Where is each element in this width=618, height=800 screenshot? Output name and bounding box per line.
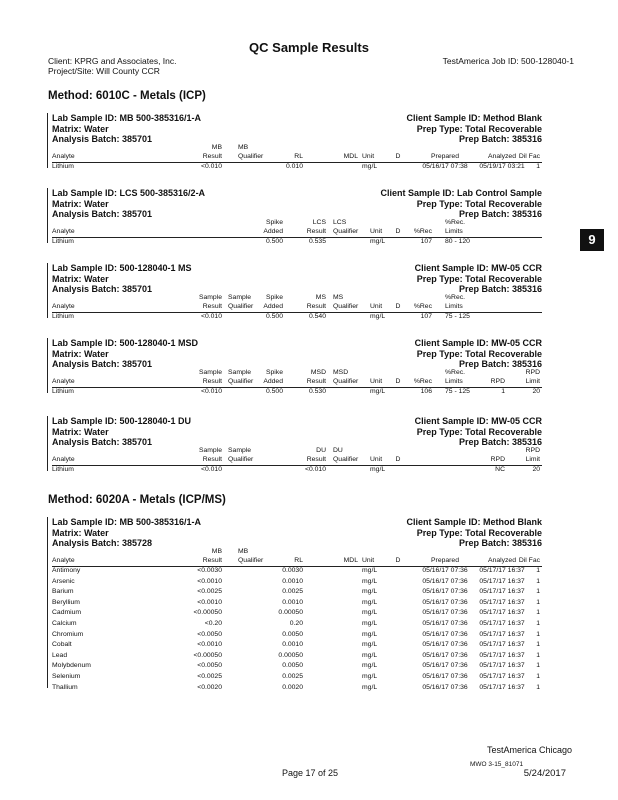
column-header: Unit	[370, 303, 383, 310]
table-cell: 0.535	[308, 238, 326, 245]
table-cell: mg/L	[362, 630, 378, 638]
table-cell: 05/16/17 07:36	[422, 683, 468, 691]
column-header-top: MB	[211, 548, 222, 555]
table-cell: mg/L	[362, 651, 378, 659]
sample-info-line: Analysis Batch: 385728	[52, 538, 153, 548]
table-cell: 0.0025	[282, 673, 303, 680]
table-cell: 05/17/17 16:37	[479, 662, 525, 670]
sample-info-line: Client Sample ID: Method Blank	[406, 113, 542, 123]
column-header-top: %Rec.	[445, 294, 466, 301]
table-cell: 1	[536, 598, 540, 606]
column-header: Qualifier	[228, 378, 254, 385]
column-header: Analyzed	[488, 153, 516, 160]
table-cell: mg/L	[362, 673, 378, 680]
column-header: D	[395, 228, 401, 235]
project-site: Project/Site: Will County CCR	[48, 66, 160, 76]
sample-info-line: Analysis Batch: 385701	[52, 437, 153, 447]
column-header-top: Spike	[265, 369, 283, 376]
column-header-top: LCS	[333, 219, 347, 226]
sample-info-left	[52, 113, 201, 145]
sample-info-line: Prep Batch: 385316	[458, 209, 542, 219]
table-cell: 05/16/17 07:36	[422, 620, 468, 627]
sample-info-line: Lab Sample ID: 500-128040-1 MSD	[52, 338, 199, 348]
table-cell: mg/L	[370, 313, 386, 320]
column-header: Result	[202, 557, 222, 564]
sample-info-line: Prep Batch: 385316	[458, 284, 542, 294]
sample-info-line: Prep Type: Total Recoverable	[416, 198, 542, 209]
table-cell: 0.0020	[282, 683, 303, 691]
column-header: %Rec	[413, 228, 432, 235]
column-header: Limits	[445, 378, 463, 385]
table-cell: <0.20	[204, 620, 222, 627]
sample-info-line: Lab Sample ID: 500-128040-1 DU	[52, 416, 192, 426]
sample-info-line: Client Sample ID: MW-05 CCR	[414, 338, 542, 348]
column-header: Analyte	[52, 456, 75, 463]
column-header: Qualifier	[228, 456, 254, 463]
column-header-top: DU	[333, 447, 343, 454]
column-header: %Rec	[413, 303, 432, 310]
table-cell: 1	[536, 588, 540, 596]
sample-info-line: Analysis Batch: 385701	[52, 209, 153, 219]
analyte-name: Chromium	[52, 630, 84, 638]
column-header-top: MSD	[310, 369, 326, 376]
table-cell: <0.0010	[197, 641, 222, 649]
table-cell: 0.540	[308, 313, 326, 320]
sample-info-line: Prep Batch: 385316	[458, 437, 542, 447]
table-cell: 0.0010	[282, 598, 303, 606]
table-cell: NC	[495, 466, 505, 473]
sample-info-line: Analysis Batch: 385701	[52, 134, 153, 144]
table-cell: mg/L	[362, 641, 378, 649]
section-bracket	[47, 113, 48, 168]
table-cell: 107	[420, 313, 432, 320]
sample-info-line: Analysis Batch: 385701	[52, 359, 153, 369]
table-cell: <0.0050	[197, 630, 222, 638]
analyte-name: Antimony	[52, 567, 81, 574]
analyte-name: Beryllium	[52, 598, 80, 606]
analyte-name: Barium	[52, 588, 74, 596]
column-header: Limit	[525, 456, 540, 463]
column-header: RL	[294, 153, 303, 160]
sample-info-line: Lab Sample ID: 500-128040-1 MS	[52, 263, 192, 273]
column-header: D	[395, 378, 401, 385]
section-bracket	[47, 338, 48, 393]
analyte-name: Thallium	[52, 683, 78, 691]
table-cell: 0.0025	[282, 588, 303, 596]
sample-info-line: Prep Type: Total Recoverable	[416, 348, 542, 359]
column-header: Qualifier	[333, 228, 359, 235]
column-header-top: %Rec.	[445, 369, 466, 376]
column-header-top: RPD	[525, 447, 540, 454]
column-header: MDL	[343, 557, 358, 564]
sample-info-left	[52, 517, 201, 549]
analyte-name: Molybdenum	[52, 662, 91, 670]
sample-info-line: Matrix: Water	[52, 273, 109, 284]
table-cell: 05/17/17 16:37	[479, 598, 525, 606]
table-cell: 05/16/17 07:36	[422, 567, 468, 574]
column-header: Dil Fac	[518, 153, 540, 160]
table-cell: 0.500	[265, 388, 283, 395]
column-header-top: Sample	[228, 369, 252, 376]
sample-info-line: Prep Batch: 385316	[458, 359, 542, 369]
column-header: Limits	[445, 228, 463, 235]
table-cell: mg/L	[370, 238, 386, 245]
column-header: D	[395, 456, 401, 463]
table-cell: 0.0030	[282, 567, 303, 574]
footer-lab: TestAmerica Chicago	[486, 745, 572, 755]
column-header: Prepared	[431, 557, 459, 564]
table-cell: 05/16/17 07:36	[422, 577, 468, 585]
column-header: RPD	[490, 378, 505, 385]
table-cell: 1	[536, 651, 540, 659]
table-cell: <0.0020	[197, 683, 222, 691]
table-cell: mg/L	[362, 609, 378, 617]
client-name: Client: KPRG and Associates, Inc.	[48, 56, 177, 66]
sample-info-line: Matrix: Water	[52, 527, 109, 538]
table-cell: 0.00050	[278, 651, 303, 659]
column-header: Analyte	[52, 228, 75, 235]
table-cell: 05/16/17 07:36	[422, 673, 468, 680]
table-cell: <0.00050	[193, 651, 222, 659]
table-cell: <0.010	[201, 313, 222, 320]
column-header: Analyte	[52, 378, 75, 385]
column-header-top: Sample	[198, 369, 222, 376]
sample-info-line: Prep Batch: 385316	[458, 134, 542, 144]
column-header-top: Sample	[228, 294, 252, 301]
column-header: Qualifier	[228, 303, 254, 310]
column-header-top: Sample	[198, 447, 222, 454]
table-cell: 106	[420, 388, 432, 395]
analyte-name: Arsenic	[52, 577, 75, 585]
column-header: Analyte	[52, 557, 75, 564]
analyte-name: Lithium	[52, 388, 74, 395]
column-header: Added	[263, 378, 283, 385]
table-cell: mg/L	[362, 567, 378, 574]
column-header: RPD	[490, 456, 505, 463]
table-cell: 05/17/17 16:37	[479, 567, 525, 574]
table-cell: mg/L	[362, 683, 378, 691]
sample-info-line: Matrix: Water	[52, 123, 109, 134]
analyte-name: Lithium	[52, 238, 74, 245]
table-cell: 1	[536, 683, 540, 691]
sample-info-line: Prep Type: Total Recoverable	[416, 426, 542, 437]
sample-info-line: Lab Sample ID: LCS 500-385316/2-A	[52, 188, 206, 198]
table-cell: 20	[532, 466, 540, 473]
table-cell: 05/17/17 16:37	[479, 641, 525, 649]
column-header: Qualifier	[238, 153, 264, 160]
table-cell: 0.500	[265, 313, 283, 320]
method-heading-6020a: Method: 6020A - Metals (ICP/MS)	[48, 494, 226, 506]
column-header: Qualifier	[333, 378, 359, 385]
column-header: Added	[263, 303, 283, 310]
column-header-top: MB	[238, 548, 249, 555]
table-cell: 75 - 125	[445, 313, 470, 320]
table-cell: 05/16/17 07:36	[422, 588, 468, 596]
sample-info-line: Matrix: Water	[52, 348, 109, 359]
table-cell: 05/17/17 16:37	[479, 630, 525, 638]
column-header: Qualifier	[333, 303, 359, 310]
column-header-top: MB	[238, 144, 249, 151]
column-header-top: MS	[333, 294, 344, 301]
sample-info-left	[52, 263, 192, 295]
table-cell: mg/L	[370, 466, 386, 473]
table-cell: mg/L	[370, 388, 386, 395]
table-cell: <0.0010	[197, 577, 222, 585]
table-cell: 1	[536, 641, 540, 649]
table-cell: 0.0010	[282, 577, 303, 585]
table-cell: mg/L	[362, 620, 378, 627]
column-header: Dil Fac	[518, 557, 540, 564]
table-cell: 05/17/17 16:37	[479, 609, 525, 617]
table-cell: <0.010	[201, 466, 222, 473]
column-header: Analyte	[52, 153, 75, 160]
qc-section-du	[52, 416, 542, 475]
table-cell: 107	[420, 238, 432, 245]
page-number: Page 17 of 25	[282, 768, 339, 778]
sample-info-left	[52, 338, 198, 370]
table-cell: <0.0025	[197, 588, 222, 596]
column-header-top: LCS	[312, 219, 326, 226]
table-cell: 0.530	[308, 388, 326, 395]
table-cell: 05/17/17 16:37	[479, 651, 525, 659]
table-cell: <0.0050	[197, 662, 222, 670]
column-header-top: MS	[315, 294, 326, 301]
table-cell: 05/19/17 03:21	[479, 163, 525, 170]
section-tab[interactable]: 9	[580, 229, 604, 251]
analyte-name: Lead	[52, 651, 68, 659]
sample-info-line: Client Sample ID: Lab Control Sample	[380, 188, 542, 198]
sample-info-line: Matrix: Water	[52, 198, 109, 209]
table-cell: 0.010	[285, 163, 303, 170]
sample-info-right	[406, 113, 542, 145]
table-cell: 75 - 125	[445, 388, 470, 395]
column-header: Result	[306, 228, 326, 235]
table-cell: 05/16/17 07:36	[422, 651, 468, 659]
column-header: Result	[306, 456, 326, 463]
sample-info-left	[52, 416, 191, 448]
column-header-top: Sample	[198, 294, 222, 301]
table-cell: 1	[536, 662, 540, 670]
table-cell: <0.0025	[197, 673, 222, 680]
table-cell: mg/L	[362, 662, 378, 670]
job-id: TestAmerica Job ID: 500-128040-1	[442, 56, 574, 66]
footer-code: MWO 3-15_81071	[470, 761, 524, 768]
column-header: D	[395, 303, 401, 310]
column-header-top: Spike	[265, 219, 283, 226]
table-cell: <0.010	[201, 163, 222, 170]
analyte-name: Cadmium	[52, 609, 82, 617]
table-cell: 1	[536, 630, 540, 638]
table-cell: 05/16/17 07:36	[422, 609, 468, 617]
sample-info-line: Matrix: Water	[52, 426, 109, 437]
table-cell: mg/L	[362, 577, 378, 585]
qc-section-lcs	[52, 188, 542, 247]
section-bracket	[47, 188, 48, 243]
column-header: Result	[202, 378, 222, 385]
table-cell: 20	[532, 388, 540, 395]
column-header-top: RPD	[525, 369, 540, 376]
column-header: Limits	[445, 303, 463, 310]
table-cell: 0.0050	[282, 662, 303, 670]
sample-info-line: Client Sample ID: MW-05 CCR	[414, 416, 542, 426]
table-cell: 0.0050	[282, 630, 303, 638]
table-cell: 05/16/17 07:36	[422, 630, 468, 638]
table-cell: 0.500	[265, 238, 283, 245]
column-header: Unit	[370, 378, 383, 385]
column-header: Limit	[525, 378, 540, 385]
column-header: Result	[306, 303, 326, 310]
table-cell: <0.0010	[197, 598, 222, 606]
page-title: QC Sample Results	[249, 40, 369, 55]
sample-info-line: Prep Batch: 385316	[458, 538, 542, 548]
table-cell: 05/17/17 16:37	[479, 577, 525, 585]
sample-info-right	[415, 263, 542, 295]
table-cell: 1	[536, 609, 540, 617]
table-cell: 05/17/17 16:37	[479, 620, 525, 627]
sample-info-left	[52, 188, 205, 220]
table-cell: 0.20	[289, 620, 303, 627]
sample-info-line: Analysis Batch: 385701	[52, 284, 153, 294]
table-cell: 1	[536, 620, 540, 627]
column-header: D	[395, 153, 401, 160]
sample-info-right	[380, 188, 542, 220]
section-bracket	[47, 517, 48, 688]
table-cell: <0.010	[201, 388, 222, 395]
column-header: MDL	[343, 153, 358, 160]
column-header-top: Spike	[265, 294, 283, 301]
table-cell: 1	[501, 388, 505, 395]
column-header: D	[395, 557, 401, 564]
qc-section-msd	[52, 338, 542, 397]
sample-info-line: Client Sample ID: Method Blank	[406, 517, 542, 527]
analyte-name: Lithium	[52, 466, 74, 473]
qc-section-mb	[52, 113, 542, 172]
sample-info-right	[406, 517, 542, 549]
table-cell: mg/L	[362, 598, 378, 606]
table-cell: mg/L	[362, 588, 378, 596]
column-header: Result	[202, 456, 222, 463]
sample-info-line: Prep Type: Total Recoverable	[416, 527, 542, 538]
column-header: Unit	[362, 153, 375, 160]
table-cell: 80 - 120	[445, 238, 470, 245]
analyte-name: Lithium	[52, 313, 74, 320]
table-cell: 05/17/17 16:37	[479, 673, 525, 680]
column-header-top: DU	[316, 447, 326, 454]
column-header-top: %Rec.	[445, 219, 466, 226]
sample-info-line: Lab Sample ID: MB 500-385316/1-A	[52, 113, 202, 123]
table-cell: 1	[536, 163, 540, 170]
table-cell: 05/16/17 07:38	[422, 163, 468, 170]
column-header-top: MB	[211, 144, 222, 151]
report-date: 5/24/2017	[523, 768, 566, 779]
column-header-top: Sample	[228, 447, 252, 454]
column-header: Qualifier	[333, 456, 359, 463]
column-header: Unit	[370, 456, 383, 463]
header-rule	[52, 465, 542, 466]
section-bracket	[47, 263, 48, 318]
table-cell: 1	[536, 567, 540, 574]
table-cell: 05/16/17 07:36	[422, 662, 468, 670]
sample-info-line: Prep Type: Total Recoverable	[416, 123, 542, 134]
sample-info-right	[415, 416, 542, 448]
table-cell: 05/16/17 07:36	[422, 641, 468, 649]
sample-info-line: Client Sample ID: MW-05 CCR	[414, 263, 542, 273]
analyte-name: Selenium	[52, 673, 81, 680]
column-header: %Rec	[413, 378, 432, 385]
table-cell: mg/L	[362, 163, 378, 170]
table-cell: 1	[536, 673, 540, 680]
table-cell: 05/17/17 16:37	[479, 683, 525, 691]
table-cell: 1	[536, 577, 540, 585]
table-cell: <0.00050	[193, 609, 222, 617]
column-header: Result	[202, 153, 222, 160]
analyte-name: Calcium	[52, 620, 77, 627]
table-cell: <0.0030	[197, 567, 222, 574]
section-bracket	[47, 416, 48, 471]
column-header: Analyte	[52, 303, 75, 310]
analyte-name: Cobalt	[52, 641, 72, 649]
column-header: Qualifier	[238, 557, 264, 564]
analyte-name: Lithium	[52, 163, 74, 170]
table-cell: 0.00050	[278, 609, 303, 617]
qc-section-ms	[52, 263, 542, 322]
column-header: Unit	[362, 557, 375, 564]
qc-section-mb	[52, 517, 542, 692]
table-cell: 05/17/17 16:37	[479, 588, 525, 596]
sample-info-line: Prep Type: Total Recoverable	[416, 273, 542, 284]
method-heading-6010c: Method: 6010C - Metals (ICP)	[48, 90, 206, 102]
column-header: Prepared	[431, 153, 459, 160]
sample-info-line: Lab Sample ID: MB 500-385316/1-A	[52, 517, 202, 527]
column-header: Result	[306, 378, 326, 385]
column-header: Analyzed	[488, 557, 516, 564]
sample-info-right	[415, 338, 542, 370]
table-cell: <0.010	[305, 466, 326, 473]
column-header: Unit	[370, 228, 383, 235]
column-header: Result	[202, 303, 222, 310]
column-header: Added	[263, 228, 283, 235]
table-cell: 05/16/17 07:36	[422, 598, 468, 606]
column-header-top: MSD	[333, 369, 349, 376]
column-header: RL	[294, 557, 303, 564]
table-cell: 0.0010	[282, 641, 303, 649]
